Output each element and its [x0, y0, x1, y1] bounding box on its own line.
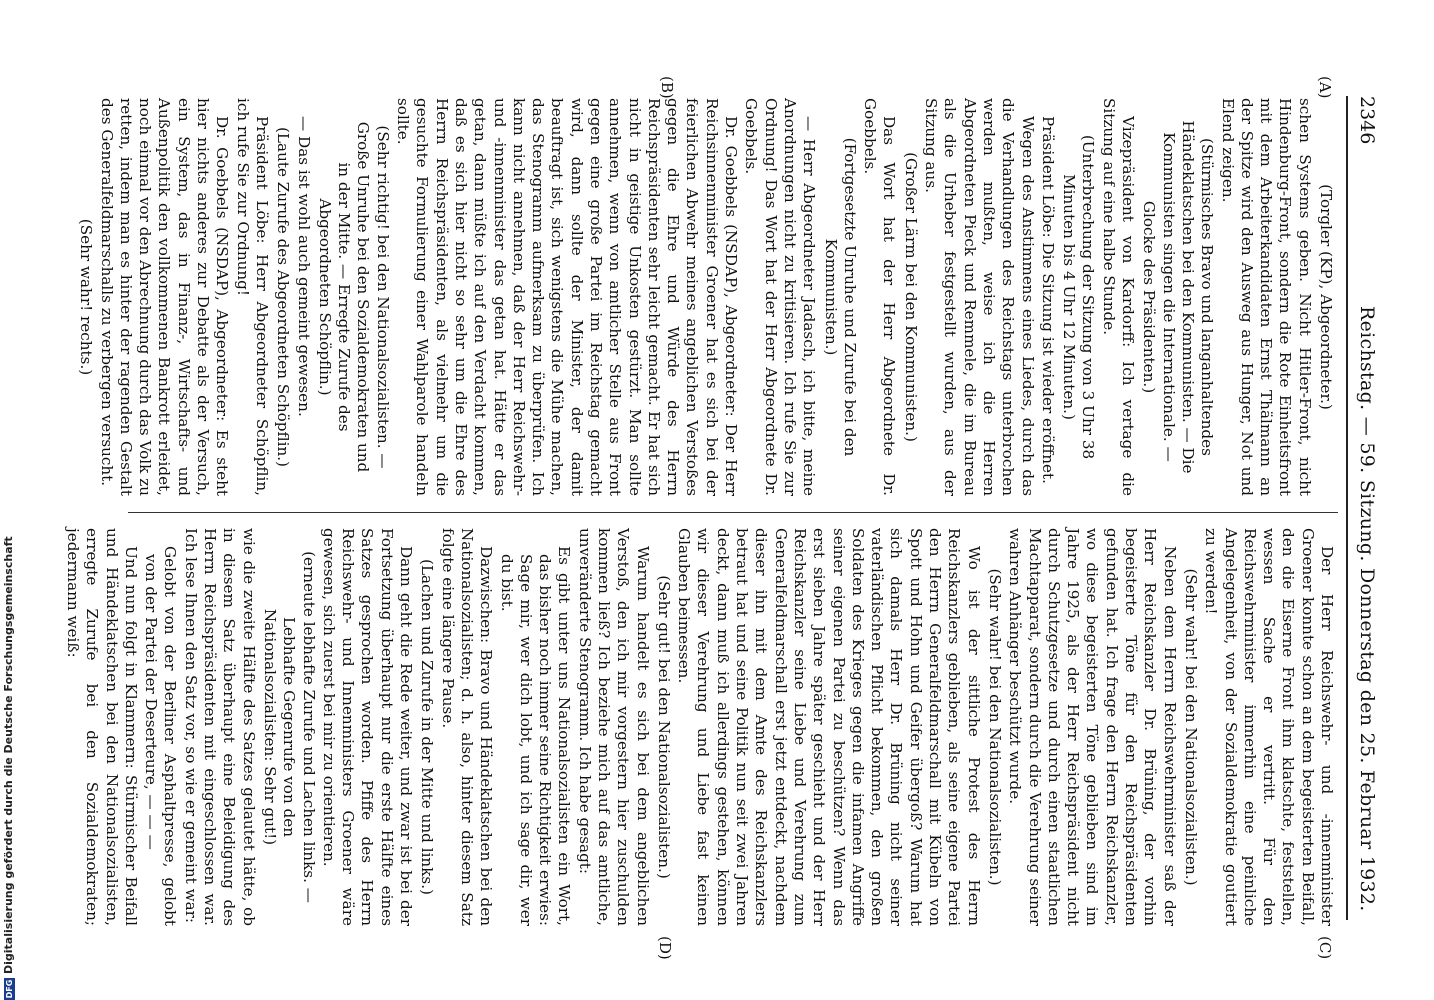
footer-text: Digitalisierung gefördert durch die Deutsche Forschungsgemeinschaft — [2, 536, 15, 974]
paragraph: Neben dem Herrn Reichswehrminister saß der Herr Reichskanzler Dr. Brüning, der vorhin begeisterte Töne für den Reichspräsidenten gefunden hat. Ich frage den Herrn Reichskanzler, wo diese begeisterten Töne geblieben sind im Jahre 1925, als der Herr Reichspräsident nicht durch Schutzgesetze und durch einen staatlichen Machtapparat, sondern durch die Verehrung seiner wahren Anhänger beschützt wurde. — [1006, 528, 1179, 926]
paragraph: (Sehr wahr! bei den Nationalsozialisten.) — [1181, 568, 1200, 886]
paragraph: Der Herr Reichswehr- und -innenminister Groener konnte schon an dem begeisterten Beifall, den die Eiserne Front ihm klatschte, feststellen, wessen Sache er vertritt. Für den Reichswehrminister immerhin eine peinliche Angelegenheit, von der Sozialdemokratie goutiert zu werden! — [1202, 528, 1336, 926]
margin-mark-a: (A) — [1316, 76, 1334, 99]
margin-mark-c: (C) — [1316, 936, 1334, 960]
paragraph: Das Wort hat der Herr Abgeordnete Dr. Goebbels. — [861, 98, 899, 496]
paragraph: Gelobt von der Berliner Asphaltpresse, gelobt von der Partei der Deserteure, — — — — [142, 546, 180, 926]
paragraph: (Unterbrechung der Sitzung von 3 Uhr 38 Minuten bis 4 Uhr 12 Minuten.) — [1060, 134, 1098, 460]
paragraph: (Sehr gut! bei den Nationalsozialisten.) — [654, 575, 673, 879]
paragraph: — Herr Abgeordneter Jadasch, ich bitte, meine Anordnungen nicht zu kritisieren. Ich rufe Sie zur Ordnung! Das Wort hat der Herr Abgeordnete Dr. Goebbels. — [742, 98, 819, 496]
paragraph: Dann geht die Rede weiter, und zwar ist bei der Fortsetzung überhaupt nur die erste Hälfte eines Satzes gesprochen worden. Pfiffe des Herrn Reichswehr- und Innenministers Groener wäre gewesen, sich zuerst bei mir zu orientieren. — [319, 528, 416, 926]
right-column — [62, 528, 1336, 926]
paragraph: Dr. Goebbels (NSDAP), Abgeordneter: Der Herr Reichsinnenminister Groener hat es sich bei der feierlichen Abwehr meines angeblichen Verstoßes gegen die Ehre und Würde des Herrn Reichspräsidenten sehr leicht gemacht. Er hat sich nicht in geistige Unkosten gestürzt. Man sollte annehmen, wenn von amtlicher Stelle aus Front gegen eine große Partei im Reichstag gemacht wird, dann sollte der Minister, der damit beauftragt ist, sich wenigstens die Mühe machen, das Stenogramm aufmerksam zu überprüfen. Ich kann nicht annehmen, daß der Herr Reichswehr- und -innenminister das getan hat. Hätte er das getan, dann müßte ich auf den Verdacht kommen, daß es sich hier nicht so sehr um die Ehre des Herrn Reichspräsidenten, als vielmehr um die gesuchte Formulierung einer Wahlparole handeln sollte. — [394, 98, 741, 496]
paragraph: schen Systems geben. Nicht Hitler-Front, nicht Hindenburg-Front, sondern die Rote Einheitsfront mit dem Arbeiterkandidaten Ernst Thälmann an der Spitze wird den Ausweg aus Hunger, Not und Elend zeigen. — [1218, 98, 1314, 496]
paragraph: (Sehr richtig! bei den Nationalsozialisten. — Große Unruhe bei den Sozialdemokraten und in der Mitte. — Erregte Zurufe des Abgeordneten Schöpflin.) — [315, 121, 392, 473]
dfg-logo: DFG — [4, 979, 14, 999]
digitization-footer — [2, 0, 16, 1000]
left-column — [74, 98, 1336, 496]
paragraph: — Das ist wohl auch gemeint gewesen. — [294, 116, 313, 417]
paragraph: (Laute Zurufe des Abgeordneten Schöpflin.) — [274, 127, 293, 467]
paragraph: Wegen des Anstimmens eines Liedes, durch das die Verhandlungen des Reichstags unterbrochen werden mußten, weise ich die Herren Abgeordneten Pieck und Remmele, die im Bureau als die Urheber festgestellt wurden, aus der Sitzung aus. — [922, 98, 1037, 496]
paragraph: Warum handelt es sich bei dem angeblichen Verstoß, den ich mir vorgestern hier zuschulden kommen ließ? Ich beziehe mich auf das amtliche, unveränderte Stenogramm. Ich habe gesagt: — [575, 528, 652, 926]
margin-mark-d: (D) — [656, 936, 674, 960]
paragraph: Präsident Löbe: Die Sitzung ist wieder eröffnet. — [1038, 116, 1057, 484]
page-number: 2346 — [1356, 96, 1378, 145]
paragraph: (Lachen und Zurufe in der Mitte und links.) — [418, 559, 437, 895]
header-rule — [1346, 96, 1348, 920]
header-title: Reichstag. — 59. Sitzung. Donnerstag den 25. Februar 1932. — [1356, 306, 1378, 912]
margin-mark-b: (B) — [658, 76, 676, 99]
paragraph: (Fortgesetzte Unruhe und Zurufe bei den Kommunisten.) — [821, 137, 859, 457]
paragraph: (Stürmisches Bravo und langanhaltendes Händeklatschen bei den Kommunisten. — Die Kommunisten singen die Internationale. — Glocke des Präsidenten.) — [1140, 120, 1217, 474]
footer-text-wrap — [2, 536, 15, 1000]
paragraph: Vizepräsident von Kardorff: Ich vertage die Sitzung auf eine halbe Stunde. — [1099, 98, 1138, 496]
paragraph: wie die zweite Hälfte des Satzes gelautet hätte, ob in diesem Satz überhaupt eine Beleidigung des Herrn Reichspräsidenten mit eingeschlossen war. Ich lese Ihnen den Satz vor, so wie er gemeint war: — [181, 528, 258, 926]
paragraph: (Sehr wahr! bei den Nationalsozialisten.) — [985, 568, 1004, 886]
paragraph: Und nun folgt in Klammern: Stürmischer Beifall und Händeklatschen bei den Nationalsozialisten, erregte Zurufe bei den Sozialdemokraten; jedermann weiß: — [64, 528, 140, 926]
paragraph: Präsident Löbe: Herr Abgeordneter Schöpflin, ich rufe Sie zur Ordnung! — [233, 98, 271, 496]
paragraph: (Torgler (KP), Abgeordneter.) — [1317, 184, 1335, 410]
paragraph: (Sehr wahr! rechts.) — [77, 218, 96, 376]
paragraph: Dazwischen: Bravo und Händeklatschen bei den Nationalsozialisten; d. h. also, hinter diesem Satz folgte eine längere Pause. — [438, 528, 496, 926]
column-divider — [128, 512, 1338, 513]
paragraph: (erneute lebhafte Zurufe und Lachen links. — Lebhafte Gegenrufe von den Nationalsozialisten: Sehr gut!) — [260, 551, 318, 903]
paragraph: Wo ist der sittliche Protest des Herrn Reichskanzlers geblieben, als seine eigene Partei den Herrn Generalfeldmarschall mit Kübeln von Spott und Hohn und Geifer übergoß? Warum hat sich damals Herr Dr. Brüning nicht seiner vaterländischen Pflicht bekommen, den großen Soldaten des Krieges gegen die infamen Angriffe seiner eigenen Partei zu beschützen? Wenn das erst sieben Jahre später geschieht und der Herr Reichskanzler seine Liebe und Verehrung zum Generalfeldmarschall erst jetzt entdeckt, nachdem dieser ihn mit dem Amte des Reichskanzlers betraut hat und seine Politik nun seit zwei Jahren deckt, dann muß ich allerdings gestehen, können wir dieser Verehrung und Liebe fast keinen Glauben beimessen. — [675, 528, 983, 926]
paragraph: (Großer Lärm bei den Kommunisten.) — [901, 152, 920, 442]
paragraph: Es gibt unter uns Nationalsozialisten ein Wort, das bisher noch immer seine Richtigkeit erwies: Sage mir, wer dich lobt, und ich sage dir, wer du bist. — [497, 546, 574, 926]
page-header — [1350, 96, 1380, 920]
paragraph: Dr. Goebbels (NSDAP), Abgeordneter: Es steht hier nichts anderes zur Debatte als der Versuch, ein System, das in Finanz-, Wirtschafts- und Außenpolitik den vollkommenen Bankrott erleidet, noch einmal vor den Abrechnung durch das Volk zu retten, indem man es hinter der ragenden Gestalt des Generalfeldmarschalls zu verbergen versucht. — [97, 98, 232, 496]
